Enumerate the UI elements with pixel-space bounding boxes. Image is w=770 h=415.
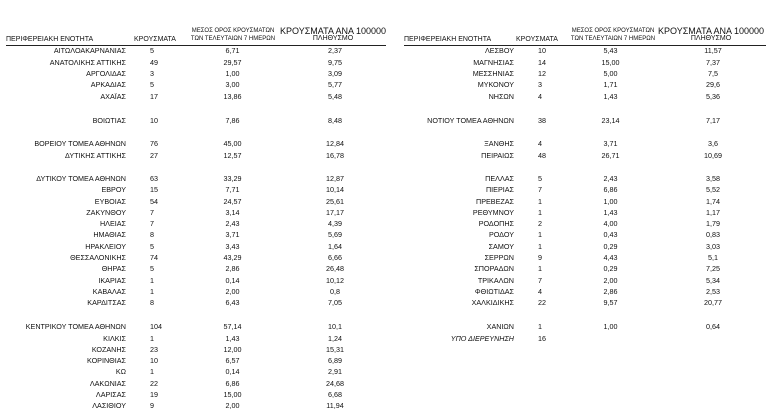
left-table-row bbox=[0, 356, 770, 366]
rate-per-100000-value: 7,25 bbox=[706, 264, 720, 273]
right-table-row bbox=[0, 58, 770, 68]
cases-value: 15 bbox=[150, 185, 158, 194]
region-name: ΔΥΤΙΚΗΣ ΑΤΤΙΚΗΣ bbox=[65, 151, 126, 160]
seven-day-average-value: 0,14 bbox=[225, 367, 240, 376]
cases-value: 3 bbox=[538, 80, 542, 89]
right-header-avg-line1: ΜΕΣΟΣ ΟΡΟΣ ΚΡΟΥΣΜΑΤΩΝ bbox=[571, 28, 655, 34]
right-table-row bbox=[0, 80, 770, 90]
region-name: ΠΕΛΛΑΣ bbox=[485, 174, 514, 183]
right-table-row bbox=[0, 242, 770, 252]
seven-day-average-value: 29,57 bbox=[223, 58, 242, 67]
left-table-row bbox=[0, 401, 770, 411]
rate-per-100000-value: 26,48 bbox=[326, 264, 344, 273]
left-header-rate-line2: ΠΛΗΘΥΣΜΟ bbox=[312, 35, 354, 42]
rate-per-100000-value: 5,34 bbox=[706, 276, 720, 285]
right-header-rate-line2: ΠΛΗΘΥΣΜΟ bbox=[690, 35, 732, 42]
seven-day-average-value: 4,43 bbox=[603, 253, 618, 262]
right-header-avg-line2: ΤΩΝ ΤΕΛΕΥΤΑΙΩΝ 7 ΗΜΕΡΩΝ bbox=[570, 36, 656, 42]
cases-value: 1 bbox=[150, 276, 154, 285]
seven-day-average-value: 2,00 bbox=[603, 276, 618, 285]
cases-value: 4 bbox=[538, 92, 542, 101]
rate-per-100000-value: 5,69 bbox=[328, 230, 342, 239]
region-name: ΚΟΡΙΝΘΙΑΣ bbox=[87, 356, 126, 365]
rate-per-100000-value: 7,5 bbox=[708, 69, 718, 78]
seven-day-average-value: 1,43 bbox=[603, 92, 618, 101]
rate-per-100000-value: 3,09 bbox=[328, 69, 342, 78]
cases-value: 8 bbox=[150, 230, 154, 239]
region-name: ΣΕΡΡΩΝ bbox=[484, 253, 514, 262]
rate-per-100000-value: 6,89 bbox=[328, 356, 342, 365]
left-header-rate bbox=[278, 27, 388, 43]
cases-value: 4 bbox=[538, 287, 542, 296]
seven-day-average-value: 2,43 bbox=[603, 174, 618, 183]
cases-value: 1 bbox=[150, 367, 154, 376]
right-table-row bbox=[0, 287, 770, 297]
seven-day-average-value: 6,86 bbox=[225, 379, 240, 388]
seven-day-average-value: 4,00 bbox=[603, 219, 618, 228]
rate-per-100000-value: 6,66 bbox=[328, 253, 342, 262]
cases-value: 104 bbox=[150, 322, 162, 331]
cases-value: 1 bbox=[538, 208, 542, 217]
seven-day-average-value: 9,57 bbox=[603, 298, 618, 307]
cases-value: 23 bbox=[150, 345, 158, 354]
region-name: ΦΘΙΩΤΙΔΑΣ bbox=[474, 287, 514, 296]
rate-per-100000-value: 12,87 bbox=[326, 174, 344, 183]
left-header-region: ΠΕΡΙΦΕΡΕΙΑΚΗ ΕΝΟΤΗΤΑ bbox=[6, 36, 94, 43]
cases-value: 63 bbox=[150, 174, 158, 183]
right-table-row bbox=[0, 185, 770, 195]
right-table-row bbox=[0, 264, 770, 274]
region-name: ΚΩ bbox=[115, 367, 126, 376]
rate-per-100000-value: 1,17 bbox=[706, 208, 720, 217]
seven-day-average-value: 7,71 bbox=[225, 185, 240, 194]
cases-value: 7 bbox=[150, 219, 154, 228]
region-name: ΛΑΡΙΣΑΣ bbox=[95, 390, 126, 399]
region-name: ΡΟΔΟΠΗΣ bbox=[478, 219, 514, 228]
left-table-row bbox=[0, 345, 770, 355]
rate-per-100000-value: 3,58 bbox=[706, 174, 720, 183]
seven-day-average-value: 3,43 bbox=[225, 242, 240, 251]
seven-day-average-value: 57,14 bbox=[223, 322, 242, 331]
rate-per-100000-value: 12,84 bbox=[326, 139, 344, 148]
left-header-cases: ΚΡΟΥΣΜΑΤΑ bbox=[134, 36, 176, 43]
seven-day-average-value: 0,14 bbox=[225, 276, 240, 285]
seven-day-average-value: 2,43 bbox=[225, 219, 240, 228]
rate-per-100000-value: 29,6 bbox=[706, 80, 720, 89]
region-name: ΠΡΕΒΕΖΑΣ bbox=[476, 197, 514, 206]
cases-value: 8 bbox=[150, 298, 154, 307]
seven-day-average-value: 6,86 bbox=[603, 185, 618, 194]
region-name: ΑΙΤΩΛΟΑΚΑΡΝΑΝΙΑΣ bbox=[53, 46, 126, 55]
region-name: ΝΗΣΩΝ bbox=[488, 92, 514, 101]
region-name: ΕΒΡΟΥ bbox=[101, 185, 126, 194]
right-header-rate bbox=[656, 27, 766, 43]
region-name: ΚΑΡΔΙΤΣΑΣ bbox=[87, 298, 126, 307]
seven-day-average-value: 33,29 bbox=[223, 174, 242, 183]
region-name: ΛΑΣΙΘΙΟΥ bbox=[92, 401, 126, 410]
seven-day-average-value: 6,43 bbox=[225, 298, 240, 307]
left-header-avg-line2: ΤΩΝ ΤΕΛΕΥΤΑΙΩΝ 7 ΗΜΕΡΩΝ bbox=[190, 36, 276, 42]
seven-day-average-value: 15,00 bbox=[223, 390, 242, 399]
cases-value: 22 bbox=[150, 379, 158, 388]
left-table-row bbox=[0, 379, 770, 389]
seven-day-average-value: 1,43 bbox=[603, 208, 618, 217]
right-table-row bbox=[0, 139, 770, 149]
region-name: ΔΥΤΙΚΟΥ ΤΟΜΕΑ ΑΘΗΝΩΝ bbox=[36, 174, 126, 183]
rate-per-100000-value: 0,83 bbox=[706, 230, 720, 239]
right-table-row bbox=[0, 208, 770, 218]
right-table-row bbox=[0, 197, 770, 207]
cases-value: 7 bbox=[150, 208, 154, 217]
rate-per-100000-value: 11,57 bbox=[704, 46, 722, 55]
rate-per-100000-value: 16,78 bbox=[326, 151, 344, 160]
rate-per-100000-value: 7,37 bbox=[706, 58, 720, 67]
seven-day-average-value: 2,00 bbox=[225, 287, 240, 296]
seven-day-average-value: 2,86 bbox=[225, 264, 240, 273]
region-name: ΗΡΑΚΛΕΙΟΥ bbox=[85, 242, 126, 251]
rate-per-100000-value: 10,12 bbox=[326, 276, 344, 285]
right-table-row bbox=[0, 92, 770, 102]
cases-value: 10 bbox=[538, 46, 546, 55]
region-name: ΛΑΚΩΝΙΑΣ bbox=[89, 379, 126, 388]
cases-value: 74 bbox=[150, 253, 158, 262]
cases-value: 10 bbox=[150, 356, 158, 365]
right-table-row bbox=[0, 116, 770, 126]
rate-per-100000-value: 0,8 bbox=[330, 287, 340, 296]
region-name: ΠΕΙΡΑΙΩΣ bbox=[481, 151, 514, 160]
cases-value: 7 bbox=[538, 276, 542, 285]
right-header-avg bbox=[568, 27, 658, 43]
region-name: ΜΑΓΝΗΣΙΑΣ bbox=[473, 58, 514, 67]
seven-day-average-value: 5,00 bbox=[603, 69, 618, 78]
seven-day-average-value: 2,00 bbox=[225, 401, 240, 410]
seven-day-average-value: 6,71 bbox=[225, 46, 240, 55]
seven-day-average-value: 43,29 bbox=[223, 253, 242, 262]
seven-day-average-value: 5,43 bbox=[603, 46, 618, 55]
region-name: ΧΑΝΙΩΝ bbox=[486, 322, 514, 331]
region-name: ΥΠΟ ΔΙΕΡΕΥΝΗΣΗ bbox=[450, 334, 514, 343]
cases-value: 2 bbox=[538, 219, 542, 228]
region-name: ΞΑΝΘΗΣ bbox=[484, 139, 514, 148]
right-header-rate-line1: ΚΡΟΥΣΜΑΤΑ ΑΝΑ 100000 bbox=[658, 26, 764, 36]
cases-value: 54 bbox=[150, 197, 158, 206]
region-name: ΒΟΙΩΤΙΑΣ bbox=[92, 116, 126, 125]
cases-value: 1 bbox=[538, 264, 542, 273]
cases-value: 1 bbox=[538, 322, 542, 331]
seven-day-average-value: 3,00 bbox=[225, 80, 240, 89]
right-table-row bbox=[0, 69, 770, 79]
cases-value: 17 bbox=[150, 92, 158, 101]
seven-day-average-value: 1,00 bbox=[603, 322, 618, 331]
seven-day-average-value: 7,86 bbox=[225, 116, 240, 125]
region-name: ΑΡΓΟΛΙΔΑΣ bbox=[86, 69, 126, 78]
region-name: ΚΕΝΤΡΙΚΟΥ ΤΟΜΕΑ ΑΘΗΝΩΝ bbox=[25, 322, 126, 331]
seven-day-average-value: 3,71 bbox=[225, 230, 240, 239]
region-name: ΒΟΡΕΙΟΥ ΤΟΜΕΑ ΑΘΗΝΩΝ bbox=[34, 139, 126, 148]
rate-per-100000-value: 5,52 bbox=[706, 185, 720, 194]
region-name: ΧΑΛΚΙΔΙΚΗΣ bbox=[471, 298, 514, 307]
region-name: ΠΙΕΡΙΑΣ bbox=[485, 185, 514, 194]
seven-day-average-value: 1,43 bbox=[225, 334, 240, 343]
rate-per-100000-value: 5,36 bbox=[706, 92, 720, 101]
cases-value: 19 bbox=[150, 390, 158, 399]
region-name: ΚΑΒΑΛΑΣ bbox=[92, 287, 126, 296]
seven-day-average-value: 0,43 bbox=[603, 230, 618, 239]
cases-value: 12 bbox=[538, 69, 546, 78]
cases-value: 1 bbox=[538, 230, 542, 239]
region-name: ΤΡΙΚΑΛΩΝ bbox=[477, 276, 514, 285]
region-name: ΙΚΑΡΙΑΣ bbox=[98, 276, 126, 285]
cases-value: 5 bbox=[150, 264, 154, 273]
seven-day-average-value: 1,71 bbox=[603, 80, 618, 89]
region-name: ΜΥΚΟΝΟΥ bbox=[477, 80, 514, 89]
rate-per-100000-value: 7,05 bbox=[328, 298, 342, 307]
seven-day-average-value: 0,29 bbox=[603, 264, 618, 273]
seven-day-average-value: 13,86 bbox=[223, 92, 242, 101]
region-name: ΚΟΖΑΝΗΣ bbox=[91, 345, 126, 354]
rate-per-100000-value: 2,53 bbox=[706, 287, 720, 296]
region-name: ΑΝΑΤΟΛΙΚΗΣ ΑΤΤΙΚΗΣ bbox=[49, 58, 126, 67]
rate-per-100000-value: 2,37 bbox=[328, 46, 342, 55]
region-name: ΖΑΚΥΝΘΟΥ bbox=[86, 208, 126, 217]
left-header-avg bbox=[188, 27, 278, 43]
cases-value: 5 bbox=[150, 242, 154, 251]
seven-day-average-value: 26,71 bbox=[601, 151, 620, 160]
rate-per-100000-value: 2,91 bbox=[328, 367, 342, 376]
right-table-row bbox=[0, 253, 770, 263]
rate-per-100000-value: 5,77 bbox=[328, 80, 342, 89]
right-table-row bbox=[0, 151, 770, 161]
rate-per-100000-value: 10,1 bbox=[328, 322, 342, 331]
cases-value: 27 bbox=[150, 151, 158, 160]
rate-per-100000-value: 20,77 bbox=[704, 298, 722, 307]
right-header-region: ΠΕΡΙΦΕΡΕΙΑΚΗ ΕΝΟΤΗΤΑ bbox=[404, 36, 492, 43]
cases-value: 49 bbox=[150, 58, 158, 67]
rate-per-100000-value: 1,64 bbox=[328, 242, 342, 251]
seven-day-average-value: 23,14 bbox=[601, 116, 620, 125]
cases-value: 4 bbox=[538, 139, 542, 148]
rate-per-100000-value: 15,31 bbox=[326, 345, 344, 354]
cases-value: 3 bbox=[150, 69, 154, 78]
rate-per-100000-value: 1,24 bbox=[328, 334, 342, 343]
seven-day-average-value: 3,71 bbox=[603, 139, 618, 148]
cases-value: 14 bbox=[538, 58, 546, 67]
left-table-row bbox=[0, 367, 770, 377]
left-header-rate-line1: ΚΡΟΥΣΜΑΤΑ ΑΝΑ 100000 bbox=[280, 26, 386, 36]
rate-per-100000-value: 4,39 bbox=[328, 219, 342, 228]
right-table-row bbox=[0, 230, 770, 240]
rate-per-100000-value: 7,17 bbox=[706, 116, 720, 125]
rate-per-100000-value: 24,68 bbox=[326, 379, 344, 388]
region-name: ΛΕΣΒΟΥ bbox=[485, 46, 514, 55]
region-name: ΘΕΣΣΑΛΟΝΙΚΗΣ bbox=[70, 253, 126, 262]
cases-value: 5 bbox=[538, 174, 542, 183]
seven-day-average-value: 3,14 bbox=[225, 208, 240, 217]
region-name: ΣΑΜΟΥ bbox=[488, 242, 514, 251]
right-table-row bbox=[0, 334, 770, 344]
right-header-cases: ΚΡΟΥΣΜΑΤΑ bbox=[516, 36, 558, 43]
cases-value: 5 bbox=[150, 80, 154, 89]
seven-day-average-value: 2,86 bbox=[603, 287, 618, 296]
cases-value: 76 bbox=[150, 139, 158, 148]
rate-per-100000-value: 1,74 bbox=[706, 197, 720, 206]
cases-value: 9 bbox=[150, 401, 154, 410]
cases-value: 48 bbox=[538, 151, 546, 160]
right-table-row bbox=[0, 46, 770, 56]
region-name: ΑΧΑΪΑΣ bbox=[100, 92, 126, 101]
rate-per-100000-value: 11,94 bbox=[326, 401, 344, 410]
cases-value: 16 bbox=[538, 334, 546, 343]
seven-day-average-value: 0,29 bbox=[603, 242, 618, 251]
region-name: ΗΜΑΘΙΑΣ bbox=[93, 230, 126, 239]
right-table-row bbox=[0, 174, 770, 184]
region-name: ΡΟΔΟΥ bbox=[488, 230, 514, 239]
rate-per-100000-value: 6,68 bbox=[328, 390, 342, 399]
seven-day-average-value: 1,00 bbox=[603, 197, 618, 206]
cases-value: 5 bbox=[150, 46, 154, 55]
seven-day-average-value: 24,57 bbox=[223, 197, 242, 206]
region-name: ΡΕΘΥΜΝΟΥ bbox=[472, 208, 514, 217]
seven-day-average-value: 12,57 bbox=[223, 151, 242, 160]
cases-value: 1 bbox=[538, 197, 542, 206]
seven-day-average-value: 15,00 bbox=[601, 58, 620, 67]
region-name: ΣΠΟΡΑΔΩΝ bbox=[474, 264, 514, 273]
right-table-row bbox=[0, 276, 770, 286]
cases-value: 7 bbox=[538, 185, 542, 194]
cases-value: 22 bbox=[538, 298, 546, 307]
region-name: ΜΕΣΣΗΝΙΑΣ bbox=[472, 69, 514, 78]
right-table-row bbox=[0, 298, 770, 308]
seven-day-average-value: 6,57 bbox=[225, 356, 240, 365]
region-name: ΝΟΤΙΟΥ ΤΟΜΕΑ ΑΘΗΝΩΝ bbox=[427, 116, 514, 125]
seven-day-average-value: 1,00 bbox=[225, 69, 240, 78]
region-name: ΗΛΕΙΑΣ bbox=[99, 219, 126, 228]
rate-per-100000-value: 8,48 bbox=[328, 116, 342, 125]
region-name: ΕΥΒΟΙΑΣ bbox=[94, 197, 126, 206]
region-name: ΚΙΛΚΙΣ bbox=[103, 334, 126, 343]
rate-per-100000-value: 3,6 bbox=[708, 139, 718, 148]
rate-per-100000-value: 10,69 bbox=[704, 151, 722, 160]
region-name: ΑΡΚΑΔΙΑΣ bbox=[90, 80, 126, 89]
rate-per-100000-value: 10,14 bbox=[326, 185, 344, 194]
cases-value: 38 bbox=[538, 116, 546, 125]
cases-value: 10 bbox=[150, 116, 158, 125]
rate-per-100000-value: 1,79 bbox=[706, 219, 720, 228]
rate-per-100000-value: 17,17 bbox=[326, 208, 344, 217]
rate-per-100000-value: 5,1 bbox=[708, 253, 718, 262]
cases-value: 1 bbox=[538, 242, 542, 251]
right-table-row bbox=[0, 219, 770, 229]
rate-per-100000-value: 9,75 bbox=[328, 58, 342, 67]
rate-per-100000-value: 5,48 bbox=[328, 92, 342, 101]
cases-value: 1 bbox=[150, 334, 154, 343]
rate-per-100000-value: 0,64 bbox=[706, 322, 720, 331]
seven-day-average-value: 12,00 bbox=[223, 345, 242, 354]
rate-per-100000-value: 25,61 bbox=[326, 197, 344, 206]
left-table-row bbox=[0, 390, 770, 400]
cases-value: 9 bbox=[538, 253, 542, 262]
rate-per-100000-value: 3,03 bbox=[706, 242, 720, 251]
seven-day-average-value: 45,00 bbox=[223, 139, 242, 148]
cases-value: 1 bbox=[150, 287, 154, 296]
region-name: ΘΗΡΑΣ bbox=[101, 264, 126, 273]
left-header-avg-line1: ΜΕΣΟΣ ΟΡΟΣ ΚΡΟΥΣΜΑΤΩΝ bbox=[191, 28, 275, 34]
right-table-row bbox=[0, 322, 770, 332]
